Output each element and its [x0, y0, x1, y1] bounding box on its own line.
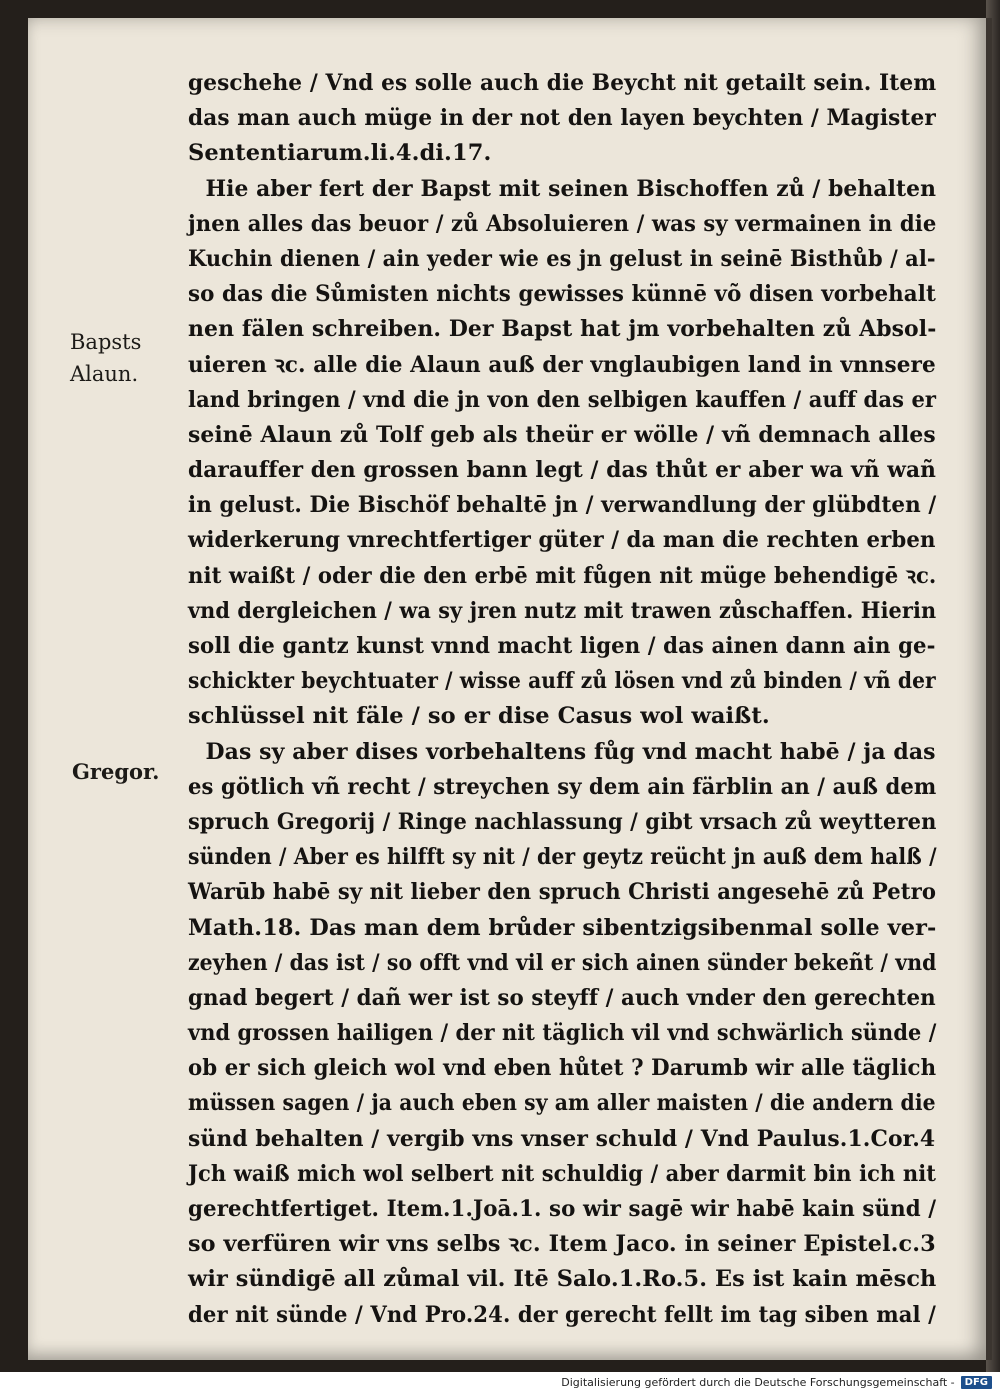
text-line: vnd dergleichen / wa sy jren nutz mit trawen zůschaffen. Hierin — [188, 597, 937, 624]
marginal-line: Alaun. — [70, 362, 139, 386]
text-line: gnad begert / dañ wer ist so steyff / auch vnder den gerechten — [188, 984, 936, 1011]
text-line: so das die Sůmisten nichts gewisses künnē võ disen vorbehalt — [188, 281, 936, 308]
text-line: Kuchin dienen / ain yeder wie es jn gelust in seinē Bisthůb / al- — [188, 245, 936, 272]
body-text — [188, 66, 948, 1333]
text-line: zeyhen / das ist / so offt vnd vil er sich ainen sünder bekeñt / vnd — [188, 949, 937, 976]
text-line: der nit sünde / Vnd Pro.24. der gerecht fellt im tag siben mal / — [188, 1301, 936, 1328]
text-line: sünden / Aber es hilfft sy nit / der geytz reücht jn auß dem halß / — [188, 844, 937, 871]
text-line: ob er sich gleich wol vnd eben hůtet ? Darumb wir alle täglich — [188, 1055, 937, 1082]
text-line: nen fälen schreiben. Der Bapst hat jm vorbehalten zů Absol- — [188, 316, 937, 343]
text-line: jnen alles das beuor / zů Absoluieren / was sy vermainen in die — [188, 210, 937, 237]
text-line: so verfüren wir vns selbs ꝛc. Item Jaco. in seiner Epistel.c.3 — [188, 1231, 936, 1258]
text-line: gerechtfertiget. Item.1.Joā.1. so wir sagē wir habē kain sünd / — [188, 1196, 937, 1222]
text-line: land bringen / vnd die jn von den selbigen kauffen / auff das er — [188, 386, 937, 413]
text-line: sünd behalten / vergib vns vnser schuld / Vnd Paulus.1.Cor.4 — [188, 1125, 936, 1152]
text-line: Hie aber fert der Bapst mit seinen Bischoffen zů / behalten — [205, 175, 937, 202]
text-line: das man auch müge in der not den layen beychten / Magister — [188, 105, 936, 132]
text-line: nit waißt / oder die den erbē mit fůgen nit müge behendigē ꝛc. — [188, 562, 937, 589]
text-line: müssen sagen / ja auch eben sy am aller maisten / die andern die — [188, 1090, 936, 1117]
text-line: vnd grossen hailigen / der nit täglich vil vnd schwärlich sünde / — [188, 1020, 937, 1047]
funding-credit: Digitalisierung gefördert durch die Deutsche Forschungsgemeinschaft - — [561, 1375, 955, 1389]
text-line: schickter beychtuater / wisse auff zů lösen vnd zů binden / vñ der — [188, 668, 936, 695]
dfg-logo: DFG — [961, 1376, 992, 1389]
marginal-line: Bapsts — [70, 330, 142, 354]
text-line: es götlich vñ recht / streychen sy dem ain färblin an / auß dem — [188, 773, 937, 800]
text-line: wir sündigē all zůmal vil. Itē Salo.1.Ro.5. Es ist kain mēsch — [188, 1266, 937, 1293]
marginal-note-bapst-alaun — [70, 326, 141, 390]
text-line: Das sy aber dises vorbehaltens fůg vnd macht habē / ja das — [205, 738, 936, 765]
marginal-note-gregor — [72, 756, 160, 788]
text-line: geschehe / Vnd es solle auch die Beycht nit getailt sein. Item — [188, 70, 937, 96]
text-line: darauffer den grossen bann legt / das thůt er aber wa vñ wañ — [188, 457, 936, 484]
text-line: seinē Alaun zů Tolf geb als theür er wölle / vñ demnach alles — [188, 421, 936, 448]
text-line: uieren ꝛc. alle die Alaun auß der vnglaubigen land in vnnsere — [188, 351, 936, 378]
text-line: in gelust. Die Bischöf behaltē jn / verwandlung der glübdten / — [188, 492, 937, 519]
text-line: widerkerung vnrechtfertiger güter / da man die rechten erben — [188, 527, 936, 554]
text-line: Sententiarum.li.4.di.17. — [188, 140, 492, 167]
text-line: spruch Gregorij / Ringe nachlassung / gibt vrsach zů weytteren — [188, 808, 937, 835]
footer-bar — [0, 1372, 1000, 1392]
text-line: Jch waiß mich wol selbert nit schuldig / aber darmit bin ich nit — [188, 1160, 937, 1187]
text-line: Warūb habē sy nit lieber den spruch Christi angesehē zů Petro — [188, 879, 937, 906]
text-line: soll die gantz kunst vnnd macht ligen / das ainen dann ain ge- — [188, 633, 936, 659]
marginal-line: Gregor. — [72, 759, 160, 784]
text-line: schlüssel nit fäle / so er dise Casus wol waißt. — [188, 703, 770, 730]
text-line: Math.18. Das man dem brůder sibentzigsibenmal solle ver- — [188, 914, 937, 941]
